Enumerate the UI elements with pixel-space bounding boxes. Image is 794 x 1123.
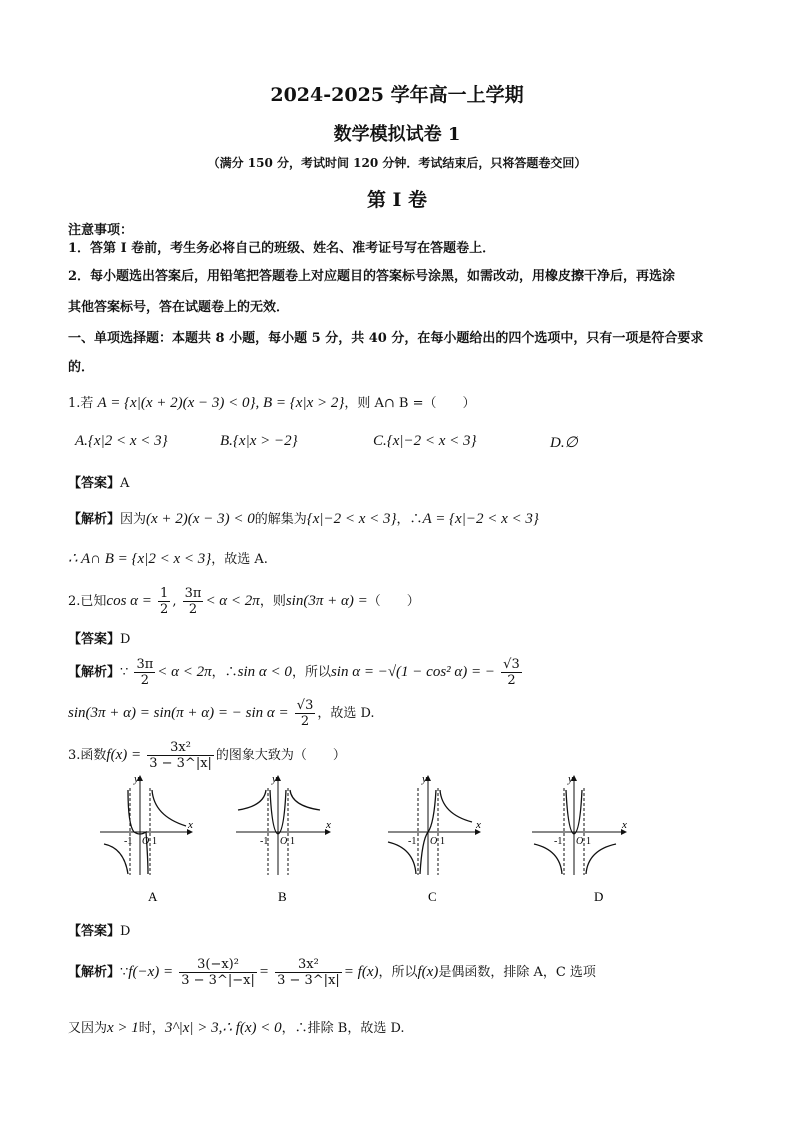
q2-analysis-line-2: sin(3π + α) = sin(π + α) = − sin α = $\frac{√3}{2}$ ，故选 D. [68, 698, 375, 729]
graph-b-label: B [278, 889, 287, 904]
question-3-stem: 3.函数f(x) = $\frac{\text{3x²}}{3 - 3\^{}|x|}$ 的图象大致为（ ） [68, 740, 346, 771]
graph-b-y-label: y [272, 773, 277, 785]
graph-b-tick-pos: 1 [290, 836, 295, 847]
graph-d-tick-pos: 1 [586, 836, 591, 847]
section-heading-cont: 的． [68, 360, 95, 375]
exam-note: （满分 150 分，考试时间 120 分钟．考试结束后，只将答题卷交回） [207, 156, 587, 170]
graph-a [100, 773, 193, 904]
question-1-stem: 1.若 A = {x|(x + 2)(x − 3) < 0}, B = {x|x > 2}，则 A∩ B =（ ） [68, 395, 476, 411]
q1-option-a: A.{x|2 < x < 3} [75, 433, 168, 449]
graph-d [532, 773, 627, 904]
graph-b-x-label: x [326, 819, 331, 831]
graph-c-tick-neg: -1 [408, 836, 417, 847]
graph-c-y-label: y [422, 773, 427, 785]
question-2-stem: 2.已知cos α = $\frac{1}{2}$ , $\frac{3\pi}{2}$ < α < 2π，则sin(3π + α) =（ ） [68, 586, 420, 617]
q1-analysis-line-1: 【解析】因为(x + 2)(x − 3) < 0的解集为{x|−2 < x < 3}，∴A = {x|−2 < x < 3} [68, 511, 539, 527]
q1-answer: 【答案】A [68, 476, 130, 491]
q2-analysis-line-1: 【解析】∵ $\frac{3\pi}{2}$ < α < 2π，∴sin α < 0，所以sin α = −√(1 − cos² α) = − $\frac{√3}{2}$ [68, 657, 520, 688]
instructions-heading: 注意事项： [68, 223, 134, 238]
instruction-item-2: 2．每小题选出答案后，用铅笔把答题卷上对应题目的答案标号涂黑，如需改动，用橡皮擦干净后，再选涂 [68, 269, 676, 284]
graph-b-tick-neg: -1 [260, 836, 269, 847]
graph-d-y-label: y [568, 773, 573, 785]
q1-analysis-line-2: ∴ A∩ B = {x|2 < x < 3}，故选 A. [68, 551, 268, 567]
graph-a-x-label: x [188, 819, 193, 831]
graph-c-x-label: x [476, 819, 481, 831]
q3-analysis-line-1: 【解析】∵f(−x) = $\frac{\text{3(−x)²}}{3 - 3\^{}|-x|}$ = $\frac{\text{3x²}}{3 - 3\^{}|x|}$ = f(x)，所以f(x)是偶函数，排除 A，C 选项 [68, 957, 596, 988]
q1-option-c: C.{x|−2 < x < 3} [373, 433, 477, 449]
volume-heading: 第 I 卷 [366, 189, 428, 211]
instruction-item-1: 1．答第 I 卷前，考生务必将自己的班级、姓名、准考证号写在答题卷上． [68, 241, 496, 256]
section-heading: 一、单项选择题：本题共 8 小题，每小题 5 分，共 40 分，在每小题给出的四个选项中，只有一项是符合要求 [68, 331, 704, 346]
instruction-item-2-cont: 其他答案标号，答在试题卷上的无效． [68, 300, 290, 315]
graph-a-tick-pos: 1 [152, 836, 157, 847]
graph-d-label: D [594, 889, 604, 904]
q1-option-b: B.{x|x > −2} [220, 433, 298, 449]
document-subtitle: 数学模拟试卷 1 [333, 124, 461, 145]
graph-c [388, 773, 481, 904]
q2-answer: 【答案】D [68, 632, 131, 647]
graph-d-x-label: x [622, 819, 627, 831]
graph-a-label: A [148, 889, 158, 904]
q1-option-d: D.∅ [550, 435, 578, 451]
document-title: 2024-2025 学年高一上学期 [270, 84, 524, 106]
q3-analysis-line-2: 又因为x > 1时，3^|x| > 3,∴ f(x) < 0，∴排除 B，故选 D. [68, 1020, 405, 1036]
graph-a-y-label: y [134, 773, 139, 785]
q3-answer: 【答案】D [68, 924, 131, 939]
graph-a-origin: O [142, 836, 150, 847]
graph-c-origin: O [430, 836, 438, 847]
graph-d-tick-neg: -1 [554, 836, 563, 847]
graph-c-label: C [428, 889, 437, 904]
graph-d-origin: O [576, 836, 584, 847]
graph-b-origin: O [280, 836, 288, 847]
graph-c-tick-pos: 1 [440, 836, 445, 847]
q3-graph-options [0, 770, 794, 910]
graph-a-tick-neg: -1 [124, 836, 133, 847]
graph-b [236, 773, 331, 904]
